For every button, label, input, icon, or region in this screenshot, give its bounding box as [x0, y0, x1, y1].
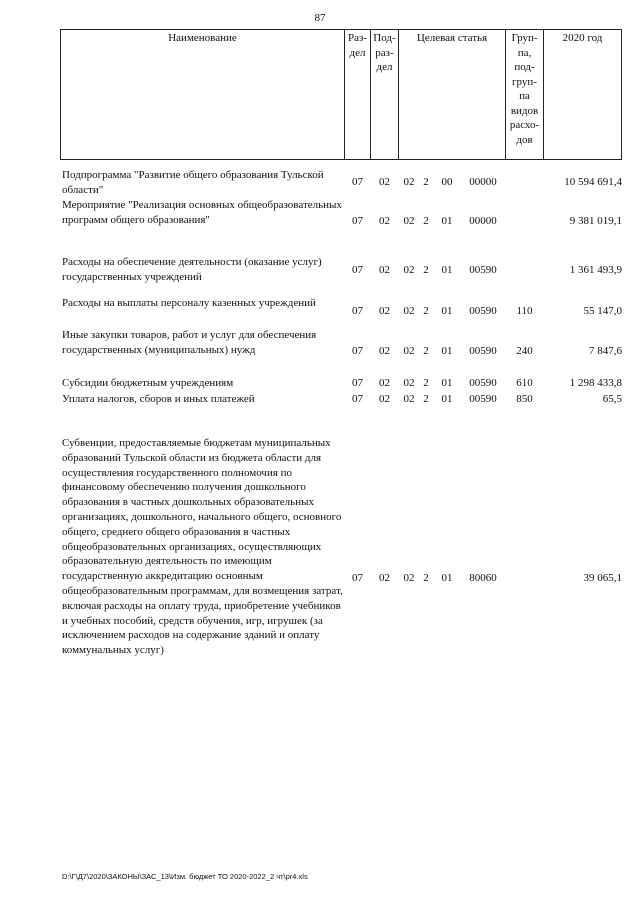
- col-divider-left: [60, 29, 61, 160]
- row-amount: 1 298 433,8: [569, 377, 622, 389]
- row-razdel: 07: [352, 377, 363, 389]
- row-group: 110: [516, 305, 533, 317]
- row-podrazdel: 02: [379, 345, 390, 357]
- row-target-part3: 01: [441, 215, 453, 227]
- row-target-part2: 2: [423, 345, 429, 357]
- row-amount: 1 361 493,9: [569, 264, 622, 276]
- table-row: [0, 255, 640, 285]
- row-razdel: 07: [352, 176, 363, 188]
- row-group: 240: [516, 345, 533, 357]
- row-podrazdel: 02: [379, 305, 390, 317]
- row-podrazdel: 02: [379, 393, 390, 405]
- row-target-part2: 2: [423, 215, 429, 227]
- row-target-part3: 01: [441, 305, 453, 317]
- file-path-footer: D:\Г\Д7\2020\ЗАКОНЫ\ЗАС_13\Изм. бюджет ТО 2020-2022_2 чт\pr4.xls: [62, 872, 308, 881]
- row-podrazdel: 02: [379, 176, 390, 188]
- row-target-part2: 2: [423, 264, 429, 276]
- row-target-part4: 00590: [469, 393, 497, 405]
- row-name: Субсидии бюджетным учреждениям: [62, 377, 234, 389]
- page-number: 87: [314, 12, 326, 24]
- row-name: Иные закупки товаров, работ и услуг для обеспечения государственных (муниципальных) нужд: [62, 329, 317, 356]
- row-amount: 65,5: [602, 393, 622, 405]
- row-target-part4: 00000: [469, 176, 497, 188]
- row-razdel: 07: [352, 264, 363, 276]
- row-amount: 9 381 019,1: [569, 215, 622, 227]
- table-row: [0, 328, 640, 373]
- col-divider-right: [621, 29, 622, 160]
- header-top-border: [60, 29, 622, 30]
- row-target-part1: 02: [403, 305, 415, 317]
- row-target-part3: 01: [441, 393, 453, 405]
- row-target-part1: 02: [403, 176, 415, 188]
- row-group: 610: [516, 377, 533, 389]
- header-bottom-border: [60, 159, 622, 160]
- table-row: [0, 436, 640, 736]
- row-target-part1: 02: [403, 215, 415, 227]
- row-target-part2: 2: [423, 176, 429, 188]
- row-podrazdel: 02: [379, 572, 390, 584]
- header-name: Наименование: [168, 32, 237, 44]
- row-target-part3: 01: [441, 377, 453, 389]
- table-row: [0, 392, 640, 408]
- row-target-part1: 02: [403, 572, 415, 584]
- row-target-part3: 01: [441, 572, 453, 584]
- row-razdel: 07: [352, 305, 363, 317]
- row-podrazdel: 02: [379, 215, 390, 227]
- row-amount: 55 147,0: [583, 305, 622, 317]
- table-row: [0, 376, 640, 392]
- row-amount: 10 594 691,4: [564, 176, 622, 188]
- row-name: Уплата налогов, сборов и иных платежей: [62, 393, 255, 405]
- row-group: 850: [516, 393, 533, 405]
- row-target-part4: 00590: [469, 264, 497, 276]
- row-target-part2: 2: [423, 393, 429, 405]
- row-podrazdel: 02: [379, 377, 390, 389]
- col-divider-group: [543, 29, 544, 160]
- row-target-part3: 00: [441, 176, 453, 188]
- row-razdel: 07: [352, 345, 363, 357]
- row-target-part1: 02: [403, 393, 415, 405]
- row-razdel: 07: [352, 572, 363, 584]
- row-target-part4: 00590: [469, 377, 497, 389]
- row-target-part1: 02: [403, 377, 415, 389]
- row-target-part2: 2: [423, 305, 429, 317]
- header-group: Груп- па, под- груп- па видов расхо- дов: [509, 32, 540, 146]
- table-row: [0, 198, 640, 243]
- row-target-part2: 2: [423, 572, 429, 584]
- row-target-part3: 01: [441, 264, 453, 276]
- header-target: Целевая статья: [416, 32, 488, 44]
- row-razdel: 07: [352, 393, 363, 405]
- row-podrazdel: 02: [379, 264, 390, 276]
- table-row: [0, 296, 640, 326]
- row-target-part4: 80060: [469, 572, 497, 584]
- row-name: Подпрограмма "Развитие общего образования Тульской области": [62, 169, 324, 196]
- row-name: Расходы на выплаты персоналу казенных учреждений: [62, 297, 316, 309]
- col-divider-podrazdel: [398, 29, 399, 160]
- row-target-part1: 02: [403, 345, 415, 357]
- row-target-part4: 00590: [469, 305, 497, 317]
- row-target-part3: 01: [441, 345, 453, 357]
- header-year: 2020 год: [562, 32, 603, 44]
- row-amount: 39 065,1: [583, 572, 622, 584]
- row-name: Расходы на обеспечение деятельности (оказание услуг) государственных учреждений: [62, 256, 322, 283]
- row-name: Субвенции, предоставляемые бюджетам муниципальных образований Тульской области из бюджета области для осуществления государственного полномочия по финансовому обеспечению получения дошкольного образования в частных дошкольных образовательных организациях, дошкольного, начального общего, основного общего, среднего общего образования в частных общеобразовательных организациях, осуществляющих образовательную деятельность по имеющим государственную аккредитацию основным общеобразовательным программам, для возмещения затрат, включая расходы на оплату труда, приобретение учебников и учебных пособий, средств обучения, игр, игрушек (за исключением расходов на содержание зданий и оплату коммунальных услуг): [62, 437, 343, 657]
- table-row: [0, 168, 640, 198]
- header-podrazdel: Под- раз- дел: [373, 32, 396, 73]
- row-amount: 7 847,6: [589, 345, 622, 357]
- row-razdel: 07: [352, 215, 363, 227]
- row-name: Мероприятие "Реализация основных общеобразовательных программ общего образования": [62, 199, 342, 226]
- row-target-part4: 00590: [469, 345, 497, 357]
- row-target-part1: 02: [403, 264, 415, 276]
- header-razdel: Раз- дел: [347, 32, 367, 59]
- row-target-part2: 2: [423, 377, 429, 389]
- row-target-part4: 00000: [469, 215, 497, 227]
